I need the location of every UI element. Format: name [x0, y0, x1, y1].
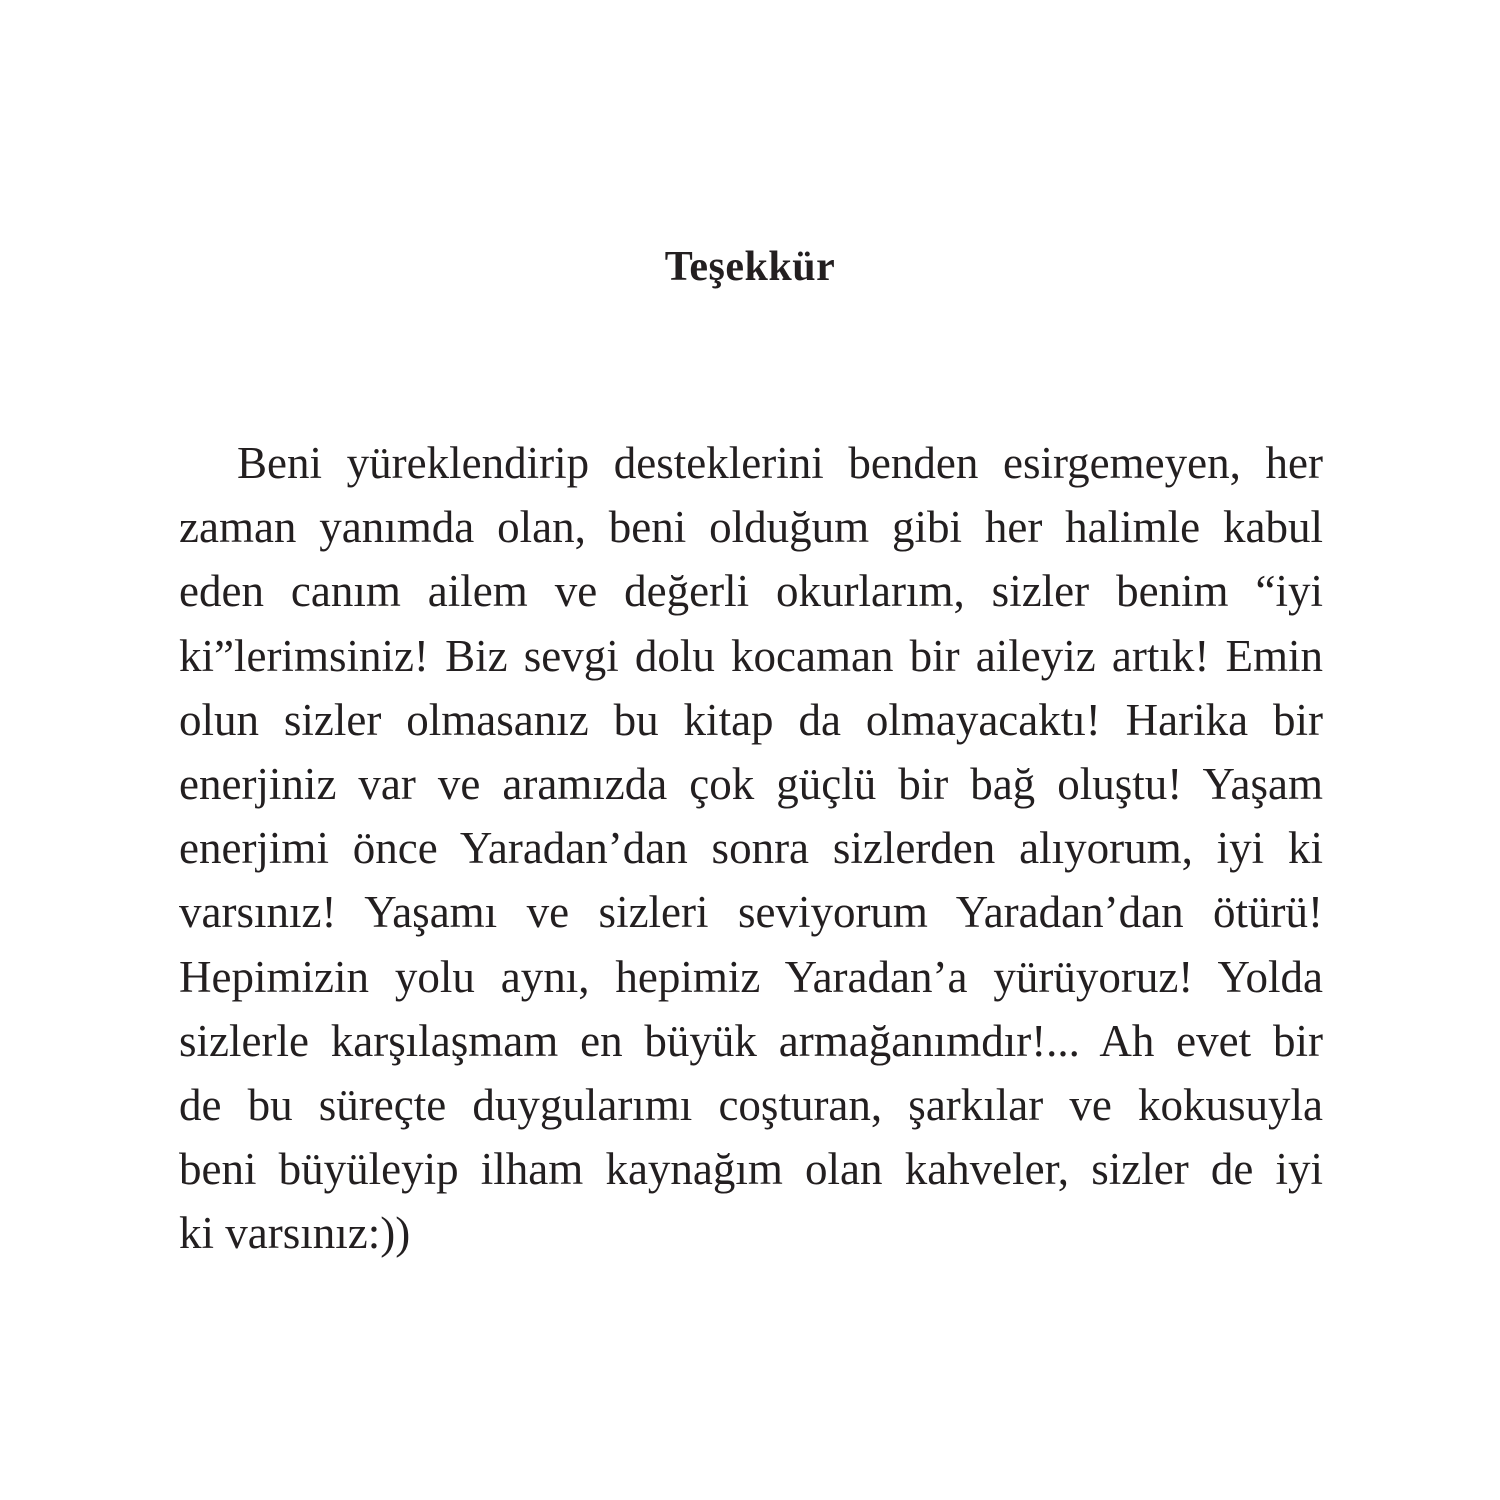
paragraph-line: ki”lerimsiniz! Biz sevgi dolu kocaman bir aileyiz artık! Emin [179, 630, 1323, 681]
paragraph-line: ki varsınız:)) [179, 1208, 411, 1259]
page-heading: Teşekkür [664, 244, 836, 290]
paragraph-line: sizlerle karşılaşmam en büyük armağanımdır!... Ah evet bir [179, 1015, 1323, 1066]
paragraph-line: Hepimizin yolu aynı, hepimiz Yaradan’a yürüyoruz! Yolda [179, 951, 1323, 1002]
paragraph-line: beni büyüleyip ilham kaynağım olan kahveler, sizler de iyi [179, 1144, 1323, 1195]
paragraph-line: zaman yanımda olan, beni olduğum gibi her halimle kabul [179, 502, 1323, 553]
paragraph-line: eden canım ailem ve değerli okurlarım, sizler benim “iyi [179, 566, 1323, 617]
paragraph-line: de bu süreçte duygularımı coşturan, şarkılar ve kokusuyla [179, 1079, 1323, 1130]
paragraph-line: enerjiniz var ve aramızda çok güçlü bir bağ oluştu! Yaşam [179, 758, 1323, 809]
paragraph-line: enerjimi önce Yaradan’dan sonra sizlerden alıyorum, iyi ki [179, 823, 1323, 874]
paragraph-line: Beni yüreklendirip desteklerini benden esirgemeyen, her [237, 438, 1323, 488]
paragraph-line: varsınız! Yaşamı ve sizleri seviyorum Yaradan’dan ötürü! [179, 887, 1323, 938]
acknowledgement-paragraph [179, 431, 1323, 1265]
paragraph-line: olun sizler olmasanız bu kitap da olmayacaktı! Harika bir [179, 694, 1323, 745]
